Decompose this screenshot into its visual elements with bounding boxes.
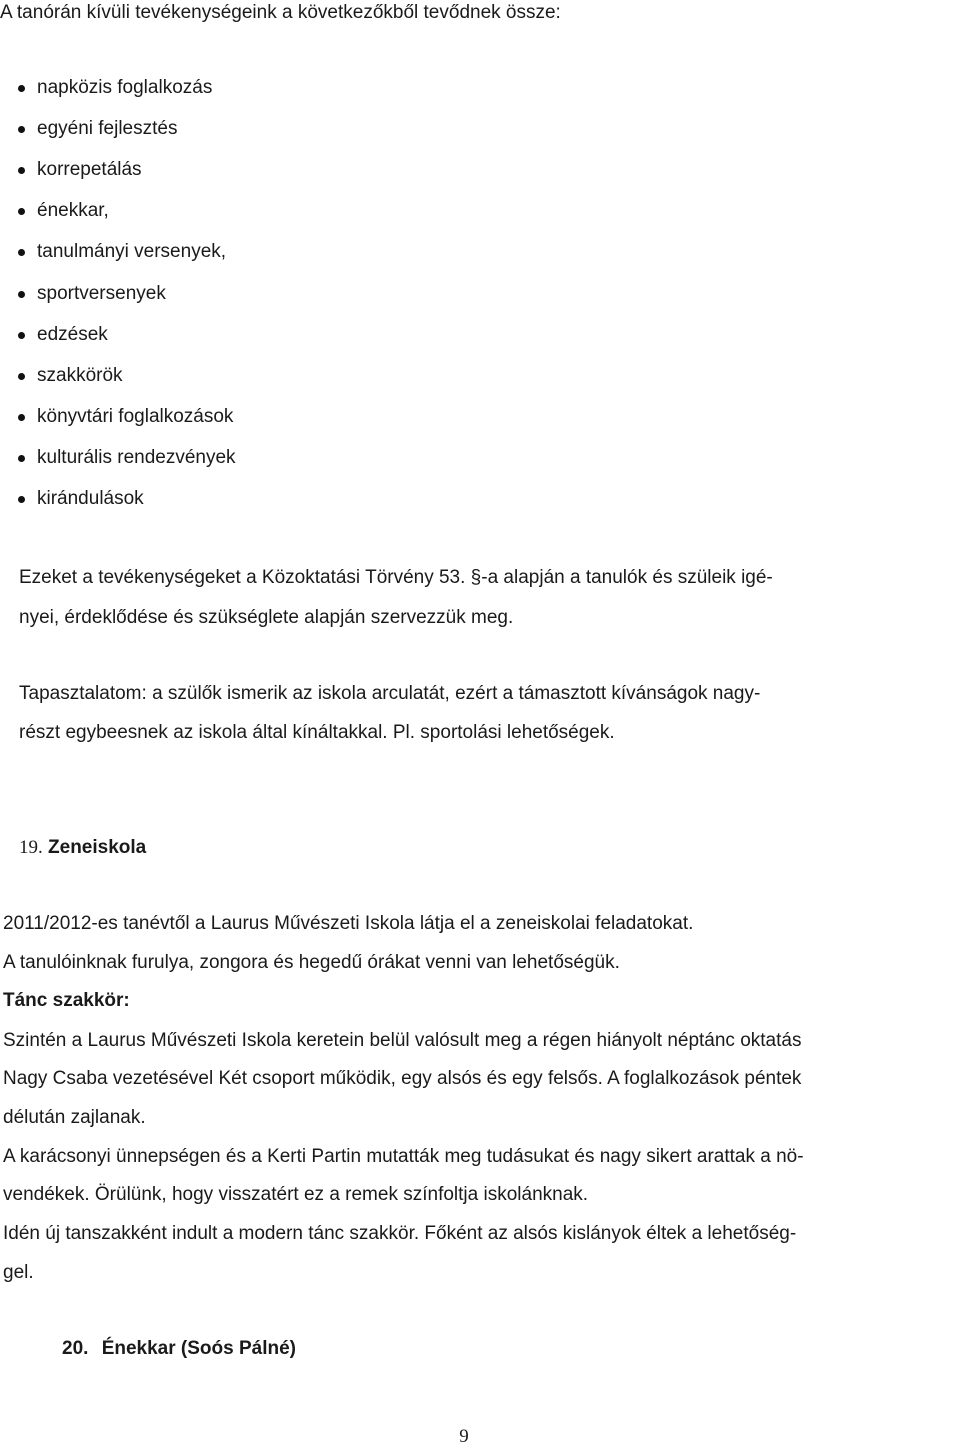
bullet-icon — [18, 126, 25, 133]
section-title: Zeneiskola — [48, 837, 147, 858]
dance-line-3: délután zajlanak. — [3, 1107, 146, 1128]
dance-line-6: Idén új tanszakként indult a modern tánc szakkör. Főként az alsós kislányok éltek a lehetőség- — [3, 1223, 797, 1244]
bullet-icon — [18, 414, 25, 421]
dance-heading: Tánc szakkör: — [3, 990, 130, 1011]
bullet-icon — [18, 249, 25, 256]
dance-line-4: A karácsonyi ünnepségen és a Kerti Partin mutatták meg tudásukat és nagy sikert arattak a nö- — [3, 1146, 804, 1167]
bullet-icon — [18, 291, 25, 298]
dance-line-1: Szintén a Laurus Művészeti Iskola keretein belül valósult meg a régen hiányolt néptánc oktatás — [3, 1030, 802, 1051]
dance-line-7: gel. — [3, 1262, 34, 1283]
section-number: 19. — [19, 837, 43, 858]
section-heading-19 — [19, 836, 146, 860]
experience-paragraph-line-2: részt egybeesnek az iskola által kínáltakkal. Pl. sportolási lehetőségek. — [19, 722, 615, 743]
bullet-icon — [18, 85, 25, 92]
bullet-icon — [18, 455, 25, 462]
bullet-icon — [18, 496, 25, 503]
law-paragraph-line-1: Ezeket a tevékenységeket a Közoktatási Törvény 53. §-a alapján a tanulók és szüleik igé- — [19, 567, 773, 588]
bullet-icon — [18, 373, 25, 380]
intro-text: A tanórán kívüli tevékenységeink a következőkből tevődnek össze: — [0, 2, 561, 23]
music-school-line-2: A tanulóinknak furulya, zongora és hegedű órákat venni van lehetőségük. — [3, 952, 620, 973]
section-title: Énekkar (Soós Pálné) — [101, 1338, 296, 1359]
page-number: 9 — [459, 1426, 469, 1447]
section-heading-20 — [62, 1337, 296, 1361]
law-paragraph-line-2: nyei, érdeklődése és szükséglete alapján szervezzük meg. — [19, 607, 514, 628]
music-school-line-1: 2011/2012-es tanévtől a Laurus Művészeti Iskola látja el a zeneiskolai feladatokat. — [3, 913, 694, 934]
bullet-icon — [18, 332, 25, 339]
bullet-icon — [18, 167, 25, 174]
experience-paragraph-line-1: Tapasztalatom: a szülők ismerik az iskola arculatát, ezért a támasztott kívánságok nagy- — [19, 683, 761, 704]
section-number: 20. — [62, 1338, 89, 1359]
dance-line-2: Nagy Csaba vezetésével Két csoport működik, egy alsós és egy felsős. A foglalkozások péntek — [3, 1068, 802, 1089]
dance-line-5: vendékek. Örülünk, hogy visszatért ez a remek színfoltja iskolánknak. — [3, 1184, 589, 1205]
bullet-icon — [18, 208, 25, 215]
